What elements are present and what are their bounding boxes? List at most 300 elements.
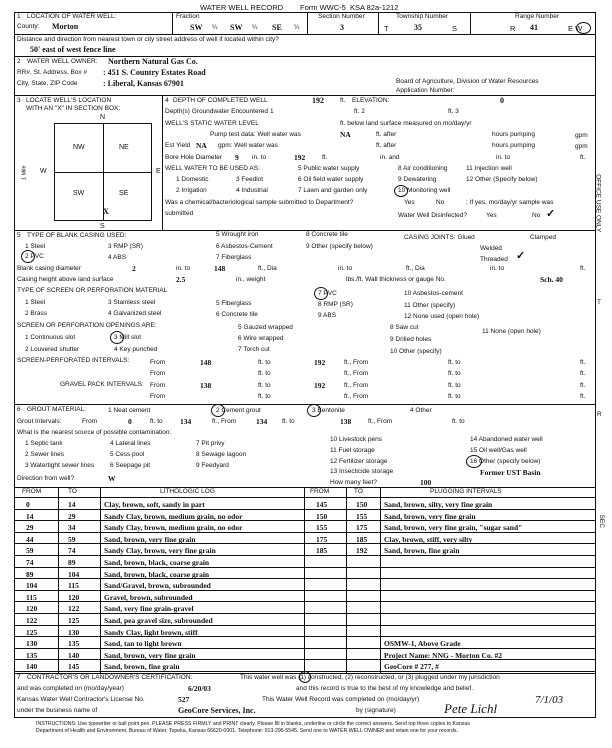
grout-from-2: 134 [256, 417, 268, 426]
contam-7: 7 Pit privy [196, 440, 225, 447]
plug-from: 185 [316, 546, 328, 556]
table-row [0, 649, 590, 660]
screen-6: 6 Concrete tile [216, 311, 258, 318]
signature: Pete Lichl [444, 701, 498, 716]
grout-from-label: From [82, 418, 98, 425]
sec7-number: 7 [17, 674, 21, 681]
plug-from: 155 [316, 523, 328, 533]
table-row [0, 626, 590, 637]
address-value: : 451 S. Country Estates Road [103, 68, 206, 77]
range-r: R [510, 24, 516, 33]
office-use-label: OFFICE USE ONLY [594, 174, 602, 233]
footer-line-2: Department of Health and Environment, Bureau of Water, Topeka, Kansas 66620-0001. Telephone: 913-296-5545. Send one to WATER WELL OWNER and retain one for your records. [36, 728, 458, 734]
grout-4: 4 Other [410, 407, 432, 414]
log-lithology: Clay, brown, soft, sandy in part [104, 500, 205, 509]
directions-value: 50' east of west fence line [30, 45, 116, 54]
completed-value: 6/20/03 [188, 684, 211, 693]
sec2-number: 2 [17, 58, 21, 65]
cert-text: This water well was (1) constructed, (2) reconstructed, or (3) plugged under my jurisdiction [240, 674, 500, 681]
contam-other: Former UST Basin [480, 468, 541, 477]
screen-from-label: From [150, 359, 166, 366]
divider [14, 95, 596, 96]
log-lithology: Sand, brown, black, coarse grain [104, 569, 210, 579]
table-row [0, 579, 590, 590]
use-3: 3 Feedlot [236, 176, 264, 183]
plug-from: 145 [316, 500, 328, 509]
opening-2: 2 Louvered shutter [25, 346, 80, 353]
contam-4: 4 Lateral lines [110, 440, 151, 447]
yield-gpm: gpm: Well water was [218, 142, 278, 149]
plug-interval: OSMW-1, Above Grade [384, 639, 461, 649]
pump-hours: hours pumping [492, 131, 535, 138]
business-label: under the business name of [17, 707, 98, 714]
table-row [0, 498, 590, 509]
use-5: 5 Public water supply [298, 165, 360, 172]
fraction-label: Fraction [176, 13, 200, 20]
screen-intervals-label: SCREEN-PERFORATED INTERVALS: [17, 357, 130, 364]
section-box [54, 123, 152, 221]
owner-label: WATER WELL OWNER: [27, 58, 98, 65]
table-row [0, 510, 590, 521]
log-from: 122 [26, 616, 38, 625]
quarter-1: ¼ [212, 24, 218, 31]
contam-1: 1 Septic tank [25, 440, 63, 447]
sec4-number: 4 [165, 97, 169, 104]
plug-interval: Project Name: NNG - Morton Co. #2 [384, 650, 502, 660]
plug-to: 155 [356, 511, 368, 521]
grout-ftf-2: ft., From [368, 418, 393, 425]
screen-pvc-circle [314, 287, 328, 300]
signature-label: by (signature) [356, 707, 396, 714]
screen-5: 5 Fiberglass [216, 300, 252, 307]
use-9: 9 Dewatering [398, 176, 437, 183]
plug-interval: Clay, brown, stiff, very silty [384, 534, 473, 544]
margin-sec: SEC [597, 514, 605, 528]
groundwater-1: 1 [270, 108, 274, 115]
table-row [0, 544, 590, 555]
log-from: 14 [26, 511, 34, 521]
depth-label: DEPTH OF COMPLETED WELL [173, 97, 268, 104]
log-to: 104 [68, 569, 80, 579]
compass-e: E [156, 168, 161, 175]
quarter-3: ¼ [294, 24, 300, 31]
gravel-from2-label: From [150, 393, 166, 400]
pump-na: NA [340, 130, 351, 139]
use-6: 6 Oil field water supply [298, 176, 364, 183]
city-label: City, State, ZIP Code [17, 80, 78, 87]
depth-ft: ft. [340, 97, 346, 104]
table-row [0, 556, 590, 567]
use-11: 11 Injection well [466, 165, 512, 172]
screen-ftf: ft., From [344, 359, 369, 366]
grout-1: 1 Neat cement [108, 407, 151, 414]
grout-to-label-3: ft. to [452, 418, 465, 425]
use-4: 4 Industrial [236, 187, 268, 194]
divider [378, 12, 379, 34]
screen-2: 2 Brass [25, 310, 48, 317]
diameter-value: 2 [132, 264, 136, 273]
grout-3: 3 Bentonite [312, 407, 345, 414]
plug-from: 175 [316, 534, 328, 544]
casing-1: 1 Steel [25, 243, 46, 250]
use-1: 1 Domestic [176, 176, 209, 183]
sec3-label-2: WITH AN "X" IN SECTION BOX: [26, 105, 121, 112]
log-to: 140 [68, 650, 80, 660]
casing-pvc-circle [21, 250, 35, 263]
diameter-label: Blank casing diameter [17, 265, 81, 272]
cert-constructed-circle [299, 671, 311, 683]
table-row [0, 568, 590, 579]
screen-10: 10 Asbestos-cement [404, 290, 463, 297]
screen-from2-label: From [150, 370, 166, 377]
chem-yes: Yes [404, 199, 415, 206]
screen-11: 11 Other (specify) [404, 302, 456, 309]
grout-ftf-1: ft., From [212, 418, 237, 425]
plug-interval: Sand, brown, very fine grain [384, 511, 476, 521]
table-row [0, 533, 590, 544]
fraction-3: SE [272, 23, 282, 32]
business-value: GeoCore Services, Inc. [178, 706, 256, 715]
township-s: S [452, 24, 458, 33]
log-from: 0 [26, 500, 30, 509]
fraction-1: SW [190, 23, 203, 32]
footer-line-1: INSTRUCTIONS: Use typewriter or ball point pen. PLEASE PRESS FIRMLY and PRINT clearly. Please fill in blanks, underline or circle the correct answers. Send top three copies to Kansas [36, 721, 470, 727]
contam-5: 5 Cess pool [110, 451, 145, 458]
use-10-circle [394, 185, 408, 197]
plug-from: 150 [316, 511, 328, 521]
screen-ftend2: ft. [580, 370, 586, 377]
contam-9: 9 Feedyard [196, 462, 229, 469]
margin-r: R [597, 411, 602, 418]
opening-7: 7 Torch cut [238, 346, 270, 353]
completed-tail: and this record is true to the best of my knowledge and belief. [296, 685, 474, 692]
log-lithology: Sandy Clay, brown, medium grain, no odor [104, 523, 243, 533]
log-from: 104 [26, 581, 38, 591]
screen-12: 12 None used (open hole) [404, 313, 480, 320]
bore-to: 192 [294, 153, 306, 162]
contam-16: 16 Other (specify below) [470, 458, 541, 465]
howmany-value: 100 [420, 478, 432, 487]
log-from: 74 [26, 558, 34, 567]
grout-from-1: 0 [128, 417, 132, 426]
grout-to-label-2: ft. to [282, 418, 295, 425]
casing-label: TYPE OF BLANK CASING USED: [27, 232, 127, 239]
diameter-tail-4: in. to [490, 265, 505, 272]
compass-n: N [100, 114, 106, 121]
log-from: 29 [26, 523, 34, 533]
grout-bentonite-circle [307, 404, 321, 417]
disinfected-label: Water Well Disinfected? [398, 212, 467, 219]
screen-to2-label: ft. to [258, 370, 271, 377]
direction-value: W [108, 474, 116, 483]
contam-label: What is the nearest source of possible contamination: [17, 429, 172, 436]
casing-9: 9 Other (specify below) [306, 243, 373, 250]
use-7: 7 Lawn and garden only [298, 187, 368, 194]
log-to: 120 [68, 592, 80, 602]
casing-7: 7 Fiberglass [216, 254, 252, 261]
license-value: 527 [178, 695, 190, 704]
table-row [0, 660, 590, 671]
log-from: 89 [26, 569, 34, 579]
opening-11: 11 None (open hole) [482, 328, 541, 335]
log-lithology: Sand, brown, black, coarse grain [104, 558, 210, 567]
log-header-to: TO [68, 488, 77, 495]
form-title: WATER WELL RECORD [200, 3, 284, 12]
record-label: This Water Well Record was completed on (mo/day/yr) [262, 696, 420, 703]
diameter-tail-1: ft., Dia [258, 265, 277, 272]
divider [14, 404, 596, 405]
well-x-mark: X [103, 207, 109, 216]
divider [14, 230, 596, 231]
contam-16-circle [466, 455, 482, 468]
log-lithology: Sand, brown, fine grain [104, 662, 180, 672]
plug-to: 192 [356, 546, 368, 556]
log-lithology: Gravel, brown, subrounded [104, 592, 193, 602]
bore-ft: ft. [322, 154, 328, 161]
contam-2: 2 Sewer lines [25, 451, 65, 458]
opening-5: 5 Gauzed wrapped [238, 324, 293, 331]
range-label: Range Number [515, 13, 560, 20]
plug-to: 185 [356, 534, 368, 544]
disinfected-yes: Yes [486, 212, 497, 219]
screen-from: 148 [200, 358, 212, 367]
contam-15: 15 Oil well/Gas well [470, 447, 527, 454]
use-label: WELL WATER TO BE USED AS: [165, 165, 260, 172]
log-to: 89 [68, 558, 76, 567]
divider [14, 487, 596, 488]
plug-to: 150 [356, 500, 368, 509]
township-t: T [384, 24, 389, 33]
plug-interval: Sand, brown, very fine grain, "sugar sand" [384, 523, 523, 533]
contam-10: 10 Livestock pens [330, 436, 383, 443]
opening-3: 3 Mill slot [114, 334, 142, 341]
screen-label: TYPE OF SCREEN OR PERFORATION MATERIAL [17, 287, 168, 294]
grout-2: 2 Cement grout [216, 407, 261, 414]
gravel-ftt: ft. to [448, 382, 461, 389]
bore-label: Bore Hole Diameter [165, 154, 223, 161]
casing-clamped: Clamped [530, 234, 557, 241]
directions-label: Distance and direction from nearest town or city street address of well if located within city? [17, 36, 279, 43]
city-value: : Liberal, Kansas 67901 [103, 79, 184, 88]
disinfected-check: ✓ [546, 208, 556, 220]
log-lithology: Sand, tan to light brown [104, 639, 182, 649]
log-lithology: Sandy Clay, light brown, stiff [104, 627, 198, 637]
sec1-number: 1 [17, 13, 21, 20]
casing-3: 3 RMP (SR) [108, 243, 143, 250]
log-to: 59 [68, 534, 76, 544]
contam-13: 13 Insecticide storage [330, 468, 394, 475]
table-row [0, 614, 590, 625]
application-label: Application Number: [396, 87, 455, 94]
diameter-tail-5: ft. [580, 265, 586, 272]
gravel-from: 138 [200, 381, 212, 390]
yield-gpm2: gpm [575, 143, 588, 150]
use-10: 10 Monitoring well [398, 187, 451, 194]
diameter-tail-2: in. to [338, 265, 353, 272]
divider [14, 56, 596, 57]
log-from: 120 [26, 604, 38, 614]
completed-label: and was completed on (mo/day/year) [17, 685, 124, 692]
compass-w: W [40, 168, 47, 175]
fraction-2: SW [230, 23, 243, 32]
mile-label: 1 Mile [21, 165, 28, 181]
board-text: Board of Agriculture, Division of Water Resources [396, 78, 539, 85]
table-row [0, 521, 590, 532]
county-label: County: [17, 23, 40, 30]
township-label: Township Number [396, 13, 449, 20]
diameter-to: 148 [214, 264, 226, 273]
log-from: 59 [26, 546, 34, 556]
gravel-to2-label: ft. to [258, 393, 271, 400]
screen-1: 1 Steel [25, 299, 46, 306]
license-label: Kansas Water Well Contractor's License No. [17, 696, 145, 703]
log-from: 130 [26, 639, 38, 649]
casing-4: 4 ABS [108, 254, 127, 261]
casing-welded: Welded [480, 245, 502, 252]
grout-cement-circle [211, 404, 225, 417]
casing-6: 6 Asbestos-Cement [216, 243, 273, 250]
static-tail: ft. below land surface measured on mo/day/yr [340, 120, 472, 127]
opening-8: 8 Saw cut [390, 324, 419, 331]
table-row [0, 602, 590, 613]
contam-8: 8 Sewage lagoon [196, 451, 247, 458]
groundwater-label: Depth(s) Groundwater Encountered [165, 108, 268, 115]
gravel-label: GRAVEL PACK INTERVALS: [60, 381, 144, 388]
log-from: 135 [26, 650, 38, 660]
chem-submitted: submitted [165, 210, 194, 217]
screen-ftt2: ft. to [448, 370, 461, 377]
compass-s: S [100, 223, 105, 230]
height-lbs: lbs./ft. Wall thickness or gauge No. [346, 276, 446, 283]
elevation-value: 0 [500, 96, 504, 105]
yield-value: NA [196, 141, 207, 150]
log-header-to2: TO [354, 488, 363, 495]
bore-value: 9 [235, 153, 239, 162]
log-header-from2: FROM [310, 488, 330, 495]
casing-2: 2 PVC [25, 253, 44, 260]
chem-label: Was a chemical/bacteriological sample submitted to Department? [165, 199, 354, 206]
gravel-from-label: From [150, 382, 166, 389]
screen-7: 7 PVC [318, 290, 337, 297]
log-to: 145 [68, 662, 80, 672]
yield-after: ft. after [376, 142, 397, 149]
use-2: 2 Irrigation [176, 187, 207, 194]
section-value: 3 [340, 23, 344, 32]
log-from: 125 [26, 627, 38, 637]
log-lithology: Sand, pea gravel size, subrounded [104, 616, 213, 625]
range-value: 41 [530, 23, 538, 32]
sec6-number: 6 [17, 406, 21, 413]
address-label: RR#, St. Address, Box # [17, 69, 88, 76]
screen-ftt: ft. to [448, 359, 461, 366]
log-lithology: Sand, brown, very fine grain [104, 650, 196, 660]
log-from: 140 [26, 662, 38, 672]
quadrant-ne: NE [119, 144, 129, 151]
opening-6: 6 Wire wrapped [238, 335, 284, 342]
log-to: 130 [68, 627, 80, 637]
screen-to-label: ft. to [258, 359, 271, 366]
height-value: 2.5 [176, 275, 186, 284]
log-lithology: Sandy Clay, brown, medium grain, no odor [104, 511, 243, 521]
table-row [0, 637, 590, 648]
screen-3: 3 Stainless steel [108, 299, 156, 306]
log-to: 115 [68, 581, 79, 591]
log-lithology: Sand, very fine grain-gravel [104, 604, 194, 614]
opening-1: 1 Continuous slot [25, 334, 76, 341]
cert-label: CONTRACTOR'S OR LANDOWNER'S CERTIFICATION: [27, 674, 193, 681]
gauge-value: Sch. 40 [540, 275, 563, 284]
diameter-in: in. to [176, 265, 191, 272]
groundwater-3: ft. 3 [448, 108, 459, 115]
log-from: 44 [26, 534, 34, 544]
plug-to: 175 [356, 523, 368, 533]
diameter-tail-3: ft., Dia [406, 265, 425, 272]
howmany-label: How many feet? [330, 479, 377, 486]
log-to: 29 [68, 511, 76, 521]
height-weight: in., weight [236, 276, 266, 283]
form-number: Form WWC-5 [300, 3, 346, 12]
casing-threaded: Threaded [480, 256, 508, 263]
screen-4: 4 Galvanized steel [108, 310, 162, 317]
yield-hours: hours pumping [492, 142, 535, 149]
bore-and: in. and [380, 154, 400, 161]
grout-to-label: ft. to [150, 418, 163, 425]
casing-8: 8 Concrete tile [306, 231, 348, 238]
bore-in-to: in. to [496, 154, 511, 161]
log-lithology: Sandy Clay, brown, very fine grain [104, 546, 216, 556]
opening-9: 9 Drilled holes [390, 336, 432, 343]
range-w-circle [576, 22, 591, 34]
screen-ftf2: ft., From [344, 370, 369, 377]
contam-6: 6 Seepage pit [110, 462, 151, 469]
openings-label: SCREEN OR PERFORATION OPENINGS ARE: [17, 322, 157, 329]
log-to: 135 [68, 639, 80, 649]
gravel-to: 192 [314, 381, 326, 390]
gravel-ftend: ft. [580, 382, 586, 389]
divider [470, 12, 471, 34]
bore-in: in. to [252, 154, 267, 161]
depth-value: 192 [312, 96, 324, 105]
pump-gpm: gpm [575, 132, 588, 139]
disinfected-no: No [532, 212, 541, 219]
grout-label: GROUT MATERIAL: [27, 406, 86, 413]
plug-interval: Sand, brown, fine grain [384, 546, 460, 556]
contam-3: 3 Watertight sewer lines [25, 462, 95, 469]
log-to: 125 [68, 616, 80, 625]
record-date: 7/1/03 [535, 694, 564, 706]
bore-ft2: ft. [580, 154, 586, 161]
contam-11: 11 Fuel storage [330, 447, 375, 454]
use-8: 8 Air conditioning [398, 165, 448, 172]
margin-t: T [597, 299, 601, 306]
height-label: Casing height above land surface [17, 276, 114, 283]
screen-8: 8 RMP (SR) [318, 301, 353, 308]
opening-4: 4 Key punched [114, 346, 158, 353]
contam-12: 12 Fertilizer storage [330, 458, 388, 465]
sec3-label-1: LOCATE WELL'S LOCATION [26, 97, 112, 104]
gravel-ftf2: ft., From [344, 393, 369, 400]
screen-ftend: ft. [580, 359, 586, 366]
grout-to-2: 138 [340, 417, 352, 426]
plug-interval: Sand, brown, silty, very fine grain [384, 500, 493, 509]
log-to: 74 [68, 546, 76, 556]
section-label: Section Number [318, 13, 365, 20]
grout-int-label: Grout Intervals: [17, 418, 62, 425]
divider [307, 12, 308, 34]
pump-after: ft. after [376, 131, 397, 138]
gravel-ftt2: ft. to [448, 393, 461, 400]
log-header-lithology: LITHOLOGIC LOG [160, 488, 215, 495]
